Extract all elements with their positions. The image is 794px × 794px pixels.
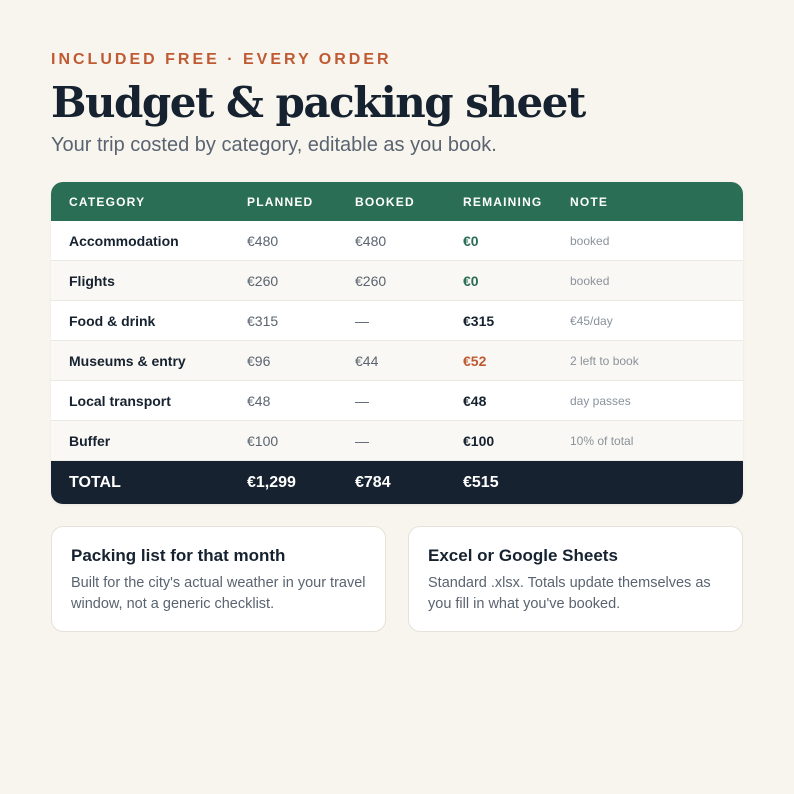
table-header-row (51, 182, 743, 221)
booked-cell: — (355, 312, 369, 329)
planned-cell: €315 (247, 312, 279, 329)
booked-cell: — (355, 432, 369, 449)
page-subtitle: Your trip costed by category, editable as you book. (51, 134, 497, 156)
eyebrow: INCLUDED FREE · EVERY ORDER (51, 51, 392, 68)
column-header-booked: BOOKED (355, 194, 415, 209)
total-row (51, 461, 743, 504)
note-cell: booked (570, 233, 610, 248)
card-title: Packing list for that month (71, 546, 286, 565)
table-row (51, 221, 743, 261)
total-remaining: €515 (463, 473, 499, 491)
category-cell: Food & drink (69, 312, 156, 329)
remaining-cell: €315 (463, 312, 495, 329)
booked-cell: €44 (355, 352, 379, 369)
table-row (51, 341, 743, 381)
remaining-cell: €0 (463, 272, 479, 289)
note-cell: €45/day (570, 313, 613, 328)
booked-cell: €480 (355, 232, 387, 249)
note-cell: 10% of total (570, 433, 634, 448)
planned-cell: €260 (247, 272, 279, 289)
table-row (51, 421, 743, 461)
category-cell: Buffer (69, 432, 111, 449)
note-cell: booked (570, 273, 610, 288)
remaining-cell: €48 (463, 392, 487, 409)
remaining-cell: €100 (463, 432, 495, 449)
total-label: TOTAL (69, 473, 121, 491)
planned-cell: €96 (247, 352, 271, 369)
feature-cards (51, 526, 743, 632)
planned-cell: €100 (247, 432, 279, 449)
content (51, 50, 743, 632)
budget-table (51, 182, 743, 504)
planned-cell: €48 (247, 392, 271, 409)
planned-cell: €480 (247, 232, 279, 249)
category-cell: Accommodation (69, 232, 179, 249)
category-cell: Local transport (69, 392, 171, 409)
total-booked: €784 (355, 473, 391, 491)
column-header-note: NOTE (570, 194, 609, 209)
category-cell: Museums & entry (69, 352, 186, 369)
remaining-cell: €0 (463, 232, 479, 249)
spreadsheet-card (408, 526, 743, 632)
packing-list-card (51, 526, 386, 632)
column-header-category: CATEGORY (69, 194, 146, 209)
booked-cell: €260 (355, 272, 387, 289)
card-body: Standard .xlsx. Totals update themselves as you fill in what you've booked. (428, 575, 711, 612)
card-title: Excel or Google Sheets (428, 546, 618, 565)
card-body: Built for the city's actual weather in your travel window, not a generic checklist. (71, 575, 366, 612)
note-cell: 2 left to book (570, 353, 639, 368)
table-row (51, 381, 743, 421)
column-header-planned: PLANNED (247, 194, 314, 209)
booked-cell: — (355, 392, 369, 409)
total-planned: €1,299 (247, 473, 296, 491)
column-header-remaining: REMAINING (463, 194, 543, 209)
table-row (51, 261, 743, 301)
page-title: Budget & packing sheet (51, 78, 585, 127)
table-row (51, 301, 743, 341)
category-cell: Flights (69, 272, 115, 289)
remaining-cell: €52 (463, 352, 487, 369)
note-cell: day passes (570, 393, 631, 408)
